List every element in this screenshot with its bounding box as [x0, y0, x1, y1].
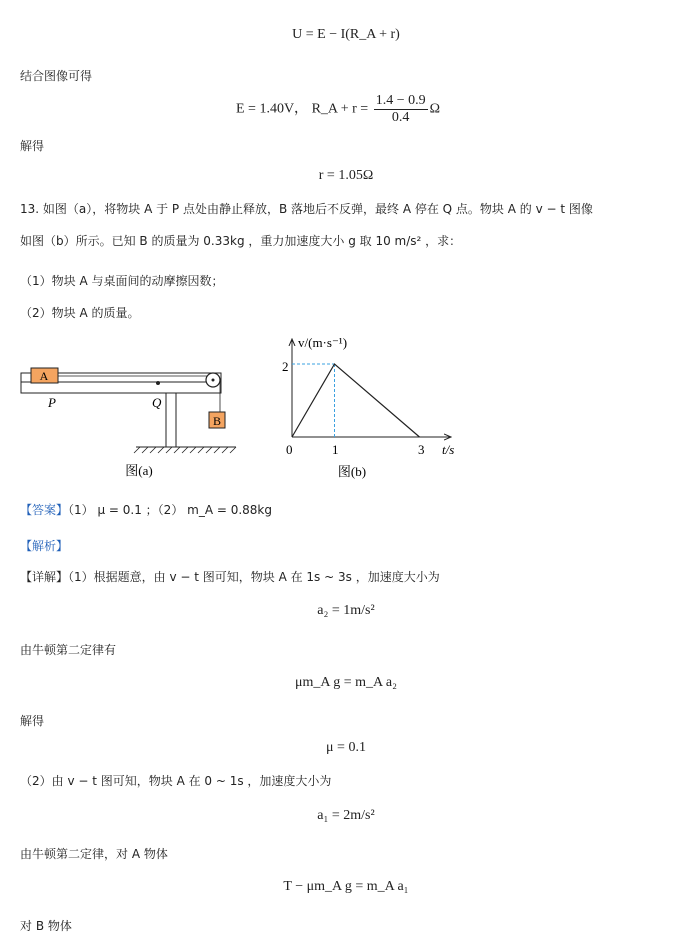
answer-line [20, 501, 272, 518]
equation-mu: μ = 0.1 [326, 740, 366, 755]
detail-line1: （1）根据题意，由 v − t 图可知，物块 A 在 1s ~ 3s ，加速度大小为 [68, 570, 440, 584]
figure-b-caption: 图(b) [337, 464, 367, 479]
detail-line [20, 568, 440, 585]
fraction-denominator: 0.4 [391, 110, 410, 125]
figure-a [14, 355, 239, 480]
y-axis-label: v/(m·s⁻¹) [298, 335, 348, 350]
eq-E-value: E = 1.40V， [236, 101, 309, 117]
answer-text: （1） μ = 0.1 ；（2） m_A = 0.88kg [68, 503, 272, 517]
table-edge [21, 382, 221, 393]
equation-mu-mg: μm_A g = m_A a₂ [295, 675, 397, 690]
label-Q: Q [152, 395, 162, 410]
answer-tag: 【答案】 [20, 503, 69, 517]
equation-a2: a₂ = 1m/s² [317, 603, 375, 618]
figure-a-caption: 图(a) [125, 463, 153, 478]
question-13-part1: （1）物块 A 与桌面间的动摩擦因数； [20, 274, 224, 288]
eq-RA-r: R_A + r = [311, 101, 369, 117]
x-axis-label: t/s [442, 442, 455, 457]
figure-b-chart [270, 330, 470, 480]
fraction [374, 93, 428, 126]
x-tick-3: 3 [418, 442, 425, 457]
newton-text-2: 由牛顿第二定律，对 A 物体 [20, 847, 168, 861]
equation-r: r = 1.05Ω [318, 168, 374, 183]
part2-line: （2）由 v − t 图可知，物块 A 在 0 ~ 1s ，加速度大小为 [20, 774, 332, 788]
v-t-line [292, 364, 420, 437]
combine-text: 结合图像可得 [20, 69, 93, 83]
y-tick-2: 2 [282, 359, 289, 374]
equation-U: U = E − I(R_A + r) [292, 27, 400, 42]
block-A-label: A [39, 369, 49, 383]
analysis-tag: 【解析】 [20, 539, 69, 553]
question-13-part2: （2）物块 A 的质量。 [20, 306, 140, 320]
block-B-label: B [212, 414, 222, 428]
question-13-line1: 13. 如图（a），将物块 A 于 P 点处由静止释放，B 落地后不反弹，最终 A 停在 Q 点。物块 A 的 v − t 图像 [20, 202, 593, 216]
equation-T: T − μm_A g = m_A a₁ [283, 879, 409, 894]
for-B-text: 对 B 物体 [20, 919, 72, 933]
question-13-line2: 如图（b）所示。已知 B 的质量为 0.33kg ，重力加速度大小 g 取 10 m/s² ，求： [20, 234, 462, 248]
solve-text-2: 解得 [20, 714, 45, 728]
newton-text-1: 由牛顿第二定律有 [20, 643, 117, 657]
point-Q-dot [156, 381, 160, 385]
equation-a1: a₁ = 2m/s² [317, 808, 375, 823]
x-tick-1: 1 [332, 442, 339, 457]
detail-tag: 【详解】 [20, 570, 69, 584]
pulley-axle [212, 379, 215, 382]
ground-hatch [134, 447, 236, 453]
omega-symbol: Ω [429, 101, 441, 117]
solve-text-1: 解得 [20, 139, 45, 153]
x-tick-0: 0 [286, 442, 293, 457]
equation-E-RA [236, 93, 440, 126]
fraction-numerator: 1.4 − 0.9 [375, 93, 426, 108]
label-P: P [48, 395, 56, 410]
